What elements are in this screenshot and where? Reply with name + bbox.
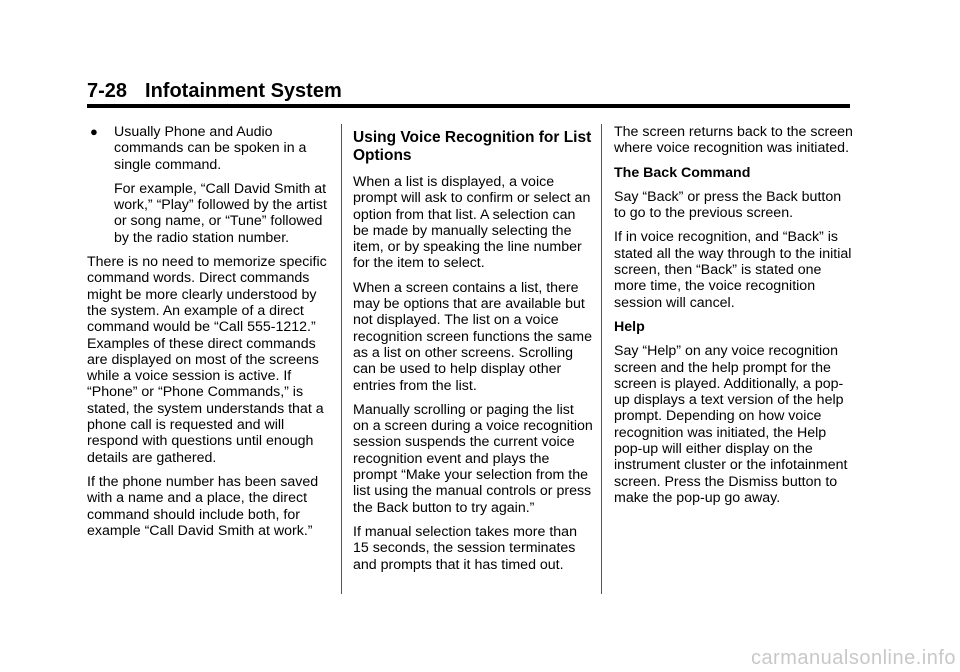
column-divider <box>601 124 602 594</box>
bullet-icon: ● <box>90 124 98 139</box>
bullet-example: For example, “Call David Smith at work,” “Play” followed by the artist or song name, or “Tune” followed by the radio station number. <box>114 180 327 246</box>
paragraph: Manually scrolling or paging the list on a screen during a voice recognition session suspends the current voice recognition event and plays the prompt “Make your selection from the list using the manual controls or press the Back button to try again.” <box>353 401 593 516</box>
paragraph: If the phone number has been saved with a name and a place, the direct command should include both, for example “Call David Smith at work.” <box>87 473 319 539</box>
header-rule <box>87 104 850 108</box>
subheading-back-command: The Back Command <box>614 164 751 181</box>
watermark: carmanualsonline.info <box>750 647 956 669</box>
page-header <box>87 80 342 103</box>
section-title: Infotainment System <box>145 80 342 102</box>
paragraph: When a screen contains a list, there may be options that are available but not displayed. The list on a voice recognition screen functions the same as a list on other screens. Scrolling can be used to help display other entries from the list. <box>353 279 592 394</box>
column-left <box>87 124 332 547</box>
paragraph: If manual selection takes more than 15 seconds, the session terminates and prompts that it has timed out. <box>353 523 577 573</box>
paragraph: When a list is displayed, a voice prompt will ask to confirm or select an option from that list. A selection can be made by manually selecting the item, or by speaking the line number for the item to select. <box>353 174 591 272</box>
column-middle <box>353 124 593 581</box>
paragraph: Say “Back” or press the Back button to go to the previous screen. <box>614 188 842 222</box>
paragraph: There is no need to memorize specific command words. Direct commands might be more clearly understood by the system. An example of a direct command would be “Call 555-1212.” Examples of these direct commands are displayed on most of the screens while a voice session is active. If “Phone” or “Phone Commands,” is stated, the system understands that a phone call is requested and will respond with questions until enough details are gathered. <box>87 254 327 466</box>
bullet-text: Usually Phone and Audio commands can be spoken in a single command. <box>114 124 307 173</box>
bullet-item <box>87 124 332 173</box>
column-right <box>614 124 854 514</box>
subheading-help: Help <box>614 318 645 335</box>
paragraph: If in voice recognition, and “Back” is stated all the way through to the initial screen, then “Back” is stated one more time, the voice recognition session will cancel. <box>614 229 852 311</box>
column-divider <box>341 124 342 594</box>
paragraph: The screen returns back to the screen where voice recognition was initiated. <box>614 124 853 157</box>
paragraph: Say “Help” on any voice recognition screen and the help prompt for the screen is played. Additionally, a pop-up displays a text version of the help prompt. Depending on how voice recognition was initiated, the Help pop-up will either display on the instrument cluster or the infotainment screen. Press the Dismiss button to make the pop-up go away. <box>614 343 848 506</box>
section-heading: Using Voice Recognition for List Options <box>353 129 592 164</box>
page-number: 7-28 <box>87 80 128 102</box>
